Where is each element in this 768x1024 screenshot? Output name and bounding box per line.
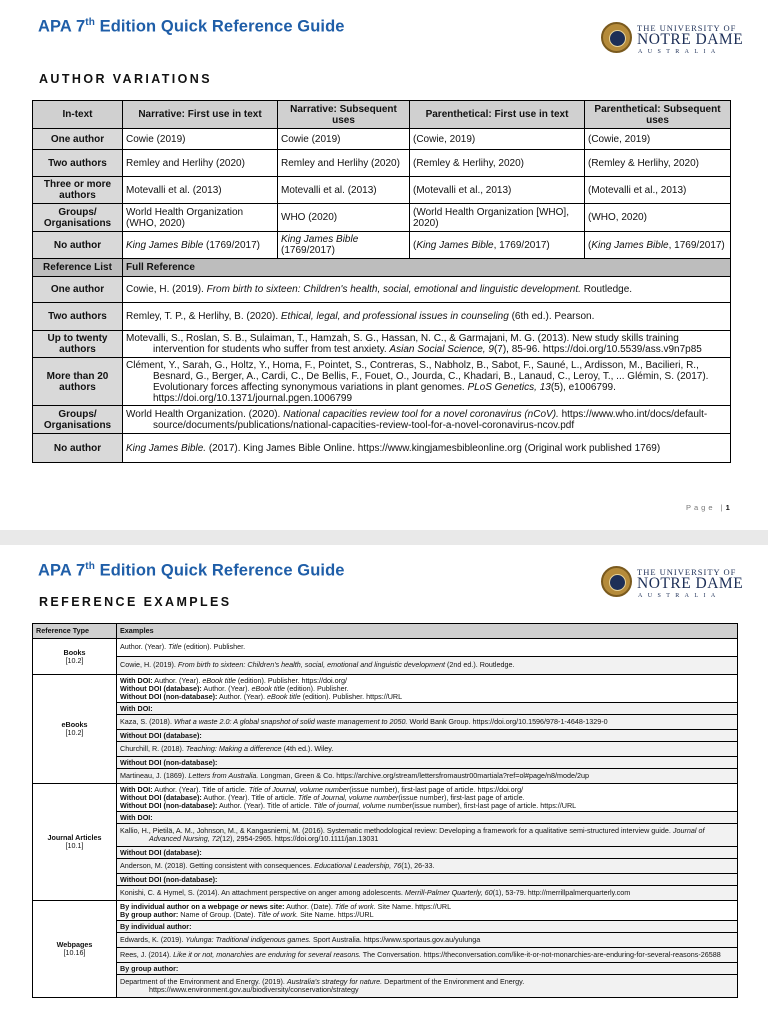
- table-row: [33, 232, 731, 259]
- column-header: Reference Type: [33, 624, 117, 639]
- document-title: APA 7th Edition Quick Reference Guide: [38, 17, 345, 36]
- table-cell: Remley and Herlihy (2020): [123, 150, 278, 177]
- table-row: [33, 303, 731, 331]
- table-row: [33, 331, 731, 358]
- row-label: Groups/ Organisations: [33, 204, 123, 232]
- reference-type-journal-articles: Journal Articles [10.1]: [33, 784, 117, 901]
- subheading: With DOI:: [117, 812, 738, 824]
- reference-entry: Cowie, H. (2019). From birth to sixteen: Children's health, social, emotional and linguistic development. Routledge.: [123, 277, 731, 303]
- example-line: Rees, J. (2014). Like it or not, monarchies are enduring for several reasons. The Conversation. https://theconversation.com/like-it-or-not-monarchies-are-enduring-for-several-reasons-26588: [117, 948, 738, 963]
- example-line: Martineau, J. (1869). Letters from Australia. Longman, Green & Co. https://archive.org/stream/lettersfromaustr00martiala?ref=ol#page/n8/mode/2up: [117, 769, 738, 784]
- document-page-2: [0, 545, 768, 1024]
- row-label: Two authors: [33, 150, 123, 177]
- column-header: In-text: [33, 101, 123, 129]
- table-row: [33, 358, 731, 406]
- university-logo: THE UNIVERSITY OF NOTRE DAME AUSTRALIA: [601, 18, 733, 58]
- table-row: [33, 406, 731, 434]
- row-label: No author: [33, 232, 123, 259]
- row-label: More than 20 authors: [33, 358, 123, 406]
- column-header: Examples: [117, 624, 738, 639]
- column-header: Full Reference: [123, 259, 731, 277]
- example-line: Anderson, M. (2018). Getting consistent with consequences. Educational Leadership, 76(1), 26-33.: [117, 859, 738, 874]
- row-label: Up to twenty authors: [33, 331, 123, 358]
- table-row: [33, 784, 738, 812]
- table-row: [33, 277, 731, 303]
- format-block: By individual author on a webpage or news site: Author. (Date). Title of work. Site Name. https://URL By group author: Name of Group. (Date). Title of work. Site Name. https://URL: [117, 901, 738, 921]
- reference-type-webpages: Webpages [10.16]: [33, 901, 117, 998]
- row-label: One author: [33, 277, 123, 303]
- row-label: Reference List: [33, 259, 123, 277]
- table-cell: World Health Organization (WHO, 2020): [123, 204, 278, 232]
- table-cell: King James Bible (1769/2017): [123, 232, 278, 259]
- table-row: [33, 434, 731, 463]
- reference-examples-table: [32, 623, 738, 998]
- reference-entry: World Health Organization. (2020). National capacities review tool for a novel coronavirus (nCoV). https://www.who.int/docs/default-source/documents/publications/national-capacities-review-tool-for-a-novel-coronavirus-ncov.pdf: [123, 406, 731, 434]
- table-cell: (WHO, 2020): [585, 204, 731, 232]
- table-row: [33, 129, 731, 150]
- example-line: Edwards, K. (2019). Yulunga: Traditional indigenous games. Sport Australia. https://www.sportaus.gov.au/yulunga: [117, 933, 738, 948]
- subheading: Without DOI (non-database):: [117, 874, 738, 886]
- reference-entry: Remley, T. P., & Herlihy, B. (2020). Ethical, legal, and professional issues in counseling (6th ed.). Pearson.: [123, 303, 731, 331]
- example-line: Kaza, S. (2018). What a waste 2.0: A global snapshot of solid waste management to 2050. World Bank Group. https://doi.org/10.1596/978-1-4648-1329-0: [117, 715, 738, 730]
- table-cell: (Remley & Herlihy, 2020): [410, 150, 585, 177]
- row-label: No author: [33, 434, 123, 463]
- table-cell: Remley and Herlihy (2020): [278, 150, 410, 177]
- section-heading-reference-examples: REFERENCE EXAMPLES: [39, 595, 232, 609]
- section-heading-author-variations: AUTHOR VARIATIONS: [39, 72, 212, 86]
- column-header: Narrative: First use in text: [123, 101, 278, 129]
- column-header: Parenthetical: Subsequent uses: [585, 101, 731, 129]
- table-cell: (Cowie, 2019): [585, 129, 731, 150]
- subheading: By group author:: [117, 963, 738, 975]
- row-label: One author: [33, 129, 123, 150]
- reference-entry: Clément, Y., Sarah, G., Holtz, Y., Homa, F., Pointet, S., Contreras, S., Nabholz, B., Sabot, F., Sauné, L., Ardisson, M., Bacilieri, R., Besnard, G., Berger, A., Cardi, C., De Bellis, F., Fouet, O., Jourda, C., Khadari, B., Lanaud, C., Leroy, T., ... Glémin, S. (2017). Evolutionary forces affecting synonymous variations in plant genomes. PLoS Genetics, 13(5), e1006799. https://doi.org/10.1371/journal.pgen.1006799: [123, 358, 731, 406]
- column-header: Narrative: Subsequent uses: [278, 101, 410, 129]
- table-row: [33, 901, 738, 921]
- table-cell: (World Health Organization [WHO], 2020): [410, 204, 585, 232]
- table-cell: (King James Bible, 1769/2017): [410, 232, 585, 259]
- table-header-row: [33, 101, 731, 129]
- table-cell: Cowie (2019): [278, 129, 410, 150]
- format-line: Author. (Year). Title (edition). Publisher.: [117, 639, 738, 657]
- subheading: Without DOI (database):: [117, 847, 738, 859]
- table-cell: Motevalli et al. (2013): [123, 177, 278, 204]
- university-seal-icon: [601, 22, 632, 53]
- table-row: [33, 657, 738, 675]
- table-row: [33, 177, 731, 204]
- format-block: With DOI: Author. (Year). eBook title (edition). Publisher. https://doi.org/ Without DOI (database): Author. (Year). eBook title (edition). Publisher. Without DOI (non-database): Author. (Year). eBook title (edition). Publisher. https://URL: [117, 675, 738, 703]
- subheading: By individual author:: [117, 921, 738, 933]
- table-cell: (King James Bible, 1769/2017): [585, 232, 731, 259]
- document-title: APA 7th Edition Quick Reference Guide: [38, 561, 345, 580]
- row-label: Two authors: [33, 303, 123, 331]
- table-cell: Motevalli et al. (2013): [278, 177, 410, 204]
- row-label: Groups/ Organisations: [33, 406, 123, 434]
- subheading: With DOI:: [117, 703, 738, 715]
- example-line: Konishi, C. & Hymel, S. (2014). An attachment perspective on anger among adolescents. Merrill-Palmer Quarterly, 60(1), 53-79. http://merrillpalmerquarterly.com: [117, 886, 738, 901]
- format-block: With DOI: Author. (Year). Title of article. Title of Journal, volume number(issue number), first-last page of article. https://doi.org/ Without DOI (database): Author. (Year). Title of article. Title of Journal, volume number(issue number), first-last page of article. Without DOI (non-database): Author. (Year). Title of article. Title of journal, volume number(issue number), first-last page of article. https://URL: [117, 784, 738, 812]
- table-cell: (Motevalli et al., 2013): [410, 177, 585, 204]
- table-row: [33, 150, 731, 177]
- table-cell: (Remley & Herlihy, 2020): [585, 150, 731, 177]
- example-line: Churchill, R. (2018). Teaching: Making a difference (4th ed.). Wiley.: [117, 742, 738, 757]
- table-cell: (Cowie, 2019): [410, 129, 585, 150]
- table-cell: Cowie (2019): [123, 129, 278, 150]
- university-seal-icon: [601, 566, 632, 597]
- subheading: Without DOI (database):: [117, 730, 738, 742]
- reference-type-ebooks: eBooks [10.2]: [33, 675, 117, 784]
- example-line: Cowie, H. (2019). From birth to sixteen: Children's health, social, emotional and linguistic development (2nd ed.). Routledge.: [117, 657, 738, 675]
- page-number: Page |1: [686, 503, 733, 512]
- reference-list-header-row: [33, 259, 731, 277]
- table-cell: King James Bible (1769/2017): [278, 232, 410, 259]
- table-cell: WHO (2020): [278, 204, 410, 232]
- subheading: Without DOI (non-database):: [117, 757, 738, 769]
- column-header: Parenthetical: First use in text: [410, 101, 585, 129]
- example-line: Kallio, H., Pietilä, A. M., Johnson, M., & Kangasniemi, M. (2016). Systematic methodological review: Developing a framework for a qualitative semi-structured interview guide. Journal of Advanced Nursing, 72(12), 2954-2965. https://doi.org/10.1111/jan.13031: [117, 824, 738, 847]
- table-row: [33, 675, 738, 703]
- university-logo: THE UNIVERSITY OF NOTRE DAME AUSTRALIA: [601, 562, 733, 602]
- table-header-row: [33, 624, 738, 639]
- row-label: Three or more authors: [33, 177, 123, 204]
- table-cell: (Motevalli et al., 2013): [585, 177, 731, 204]
- author-variations-table: [32, 100, 731, 463]
- example-line: Department of the Environment and Energy. (2019). Australia's strategy for nature. Department of the Environment and Energy. https://www.environment.gov.au/biodiversity/conservation/strategy: [117, 975, 738, 998]
- reference-entry: Motevalli, S., Roslan, S. B., Sulaiman, T., Hamzah, S. G., Hassan, N. C., & Garmajani, M. G. (2013). New study skills training intervention for students who suffer from test anxiety. Asian Social Science, 9(7), 85-96. https://doi.org/10.5539/ass.v9n7p85: [123, 331, 731, 358]
- reference-type-books: Books [10.2]: [33, 639, 117, 675]
- table-row: [33, 639, 738, 657]
- table-row: [33, 204, 731, 232]
- reference-entry: King James Bible. (2017). King James Bible Online. https://www.kingjamesbibleonline.org (Original work published 1769): [123, 434, 731, 463]
